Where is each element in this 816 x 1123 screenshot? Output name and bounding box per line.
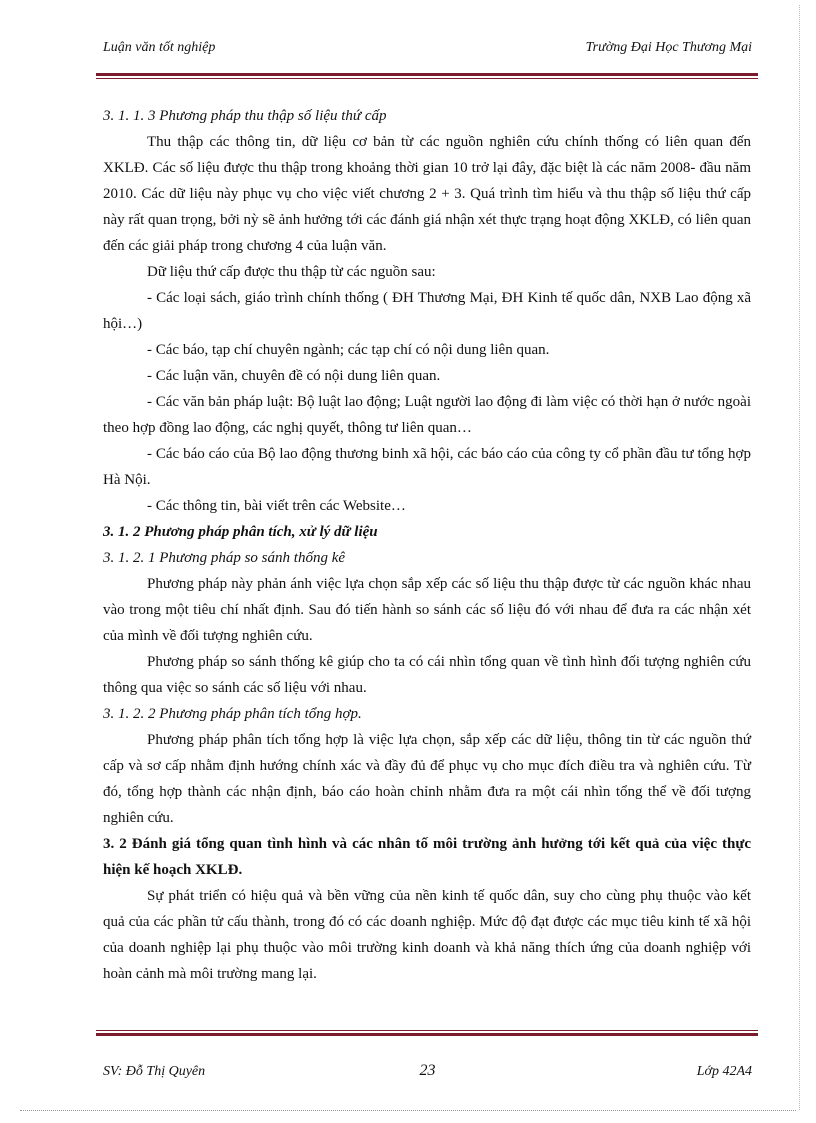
bullet-item: - Các báo cáo của Bộ lao động thương binh xã hội, các báo cáo của công ty cổ phần đầu tư tổng hợp Hà Nội. [103, 446, 751, 488]
footer-rule [96, 1030, 758, 1036]
header-rule [96, 73, 758, 79]
page-number: 23 [419, 1062, 436, 1079]
header-right: Trường Đại Học Thương Mại [585, 40, 752, 55]
paragraph: Thu thập các thông tin, dữ liệu cơ bản từ các nguồn nghiên cứu chính thống có liên quan đến XKLĐ. Các số liệu được thu thập trong khoảng thời gian 10 trở lại đây, đặc biệt là các năm 2008- đầu năm 2010. Các dữ liệu này phục vụ cho việc viết chương 2 + 3. Quá trình tìm hiểu và thu thập số liệu thứ cấp này rất quan trọng, bởi nỳ sẽ ảnh hưởng tới các đánh giá nhận xét thực trạng hoạt động XKLĐ, có liên quan đến các giải pháp trong chương 4 của luận văn. [103, 134, 751, 254]
page-header [103, 40, 752, 60]
heading-3-1-1-3: 3. 1. 1. 3 Phương pháp thu thập số liệu thứ cấp [103, 108, 387, 124]
bullet-item: - Các luận văn, chuyên đề có nội dung liên quan. [147, 368, 441, 384]
paragraph: Dữ liệu thứ cấp được thu thập từ các nguồn sau: [147, 264, 436, 280]
paragraph: Phương pháp so sánh thống kê giúp cho ta có cái nhìn tổng quan về tình hình đối tượng nghiên cứu thông qua việc so sánh các số liệu với nhau. [103, 654, 751, 696]
footer-class: Lớp 42A4 [696, 1064, 752, 1079]
heading-3-1-2: 3. 1. 2 Phương pháp phân tích, xử lý dữ liệu [103, 524, 378, 540]
page-break-dotted-line [20, 1110, 796, 1111]
heading-3-2: 3. 2 Đánh giá tổng quan tình hình và các nhân tố môi trường ảnh hưởng tới kết quả của việc thực hiện kế hoạch XKLĐ. [103, 836, 751, 878]
paragraph: Phương pháp phân tích tổng hợp là việc lựa chọn, sắp xếp các dữ liệu, thông tin từ các nguồn thứ cấp và sơ cấp nhằm định hướng chính xác và đầy đủ để phục vụ cho mục đích điều tra và nghiên cứu. Từ đó, tổng hợp thành các nhận định, báo cáo hoàn chỉnh nhằm đưa ra một cái nhìn tổng thể về đối tượng nghiên cứu. [103, 732, 751, 826]
bullet-item: - Các báo, tạp chí chuyên ngành; các tạp chí có nội dung liên quan. [147, 342, 550, 358]
paragraph: Sự phát triển có hiệu quả và bền vững của nền kinh tế quốc dân, suy cho cùng phụ thuộc vào kết quả của các phần tử cấu thành, trong đó có các doanh nghiệp. Mức độ đạt được các mục tiêu kinh tế xã hội của doanh nghiệp lại phụ thuộc vào môi trường kinh doanh và khả năng thích ứng của doanh nghiệp với hoàn cảnh mà môi trường mang lại. [103, 888, 751, 982]
page-edge-dotted-line [799, 5, 800, 1110]
heading-3-1-2-2: 3. 1. 2. 2 Phương pháp phân tích tổng hợp. [103, 706, 362, 722]
page-body [103, 103, 751, 987]
header-left: Luận văn tốt nghiệp [103, 40, 216, 55]
bullet-item: - Các thông tin, bài viết trên các Website… [147, 498, 406, 514]
heading-3-1-2-1: 3. 1. 2. 1 Phương pháp so sánh thống kê [103, 550, 346, 566]
page-footer [103, 1064, 752, 1084]
footer-student: SV: Đỗ Thị Quyên [103, 1064, 206, 1079]
bullet-item: - Các văn bản pháp luật: Bộ luật lao động; Luật người lao động đi làm việc có thời hạn ở nước ngoài theo hợp đồng lao động, các nghị quyết, thông tư liên quan… [103, 394, 751, 436]
paragraph: Phương pháp này phản ánh việc lựa chọn sắp xếp các số liệu thu thập được từ các nguồn khác nhau vào trong một tiêu chí nhất định. Sau đó tiến hành so sánh các số liệu đó với nhau để đưa ra các nhận xét của mình về đối tượng nghiên cứu. [103, 576, 751, 644]
bullet-item: - Các loại sách, giáo trình chính thống ( ĐH Thương Mại, ĐH Kinh tế quốc dân, NXB Lao động xã hội…) [103, 290, 751, 332]
